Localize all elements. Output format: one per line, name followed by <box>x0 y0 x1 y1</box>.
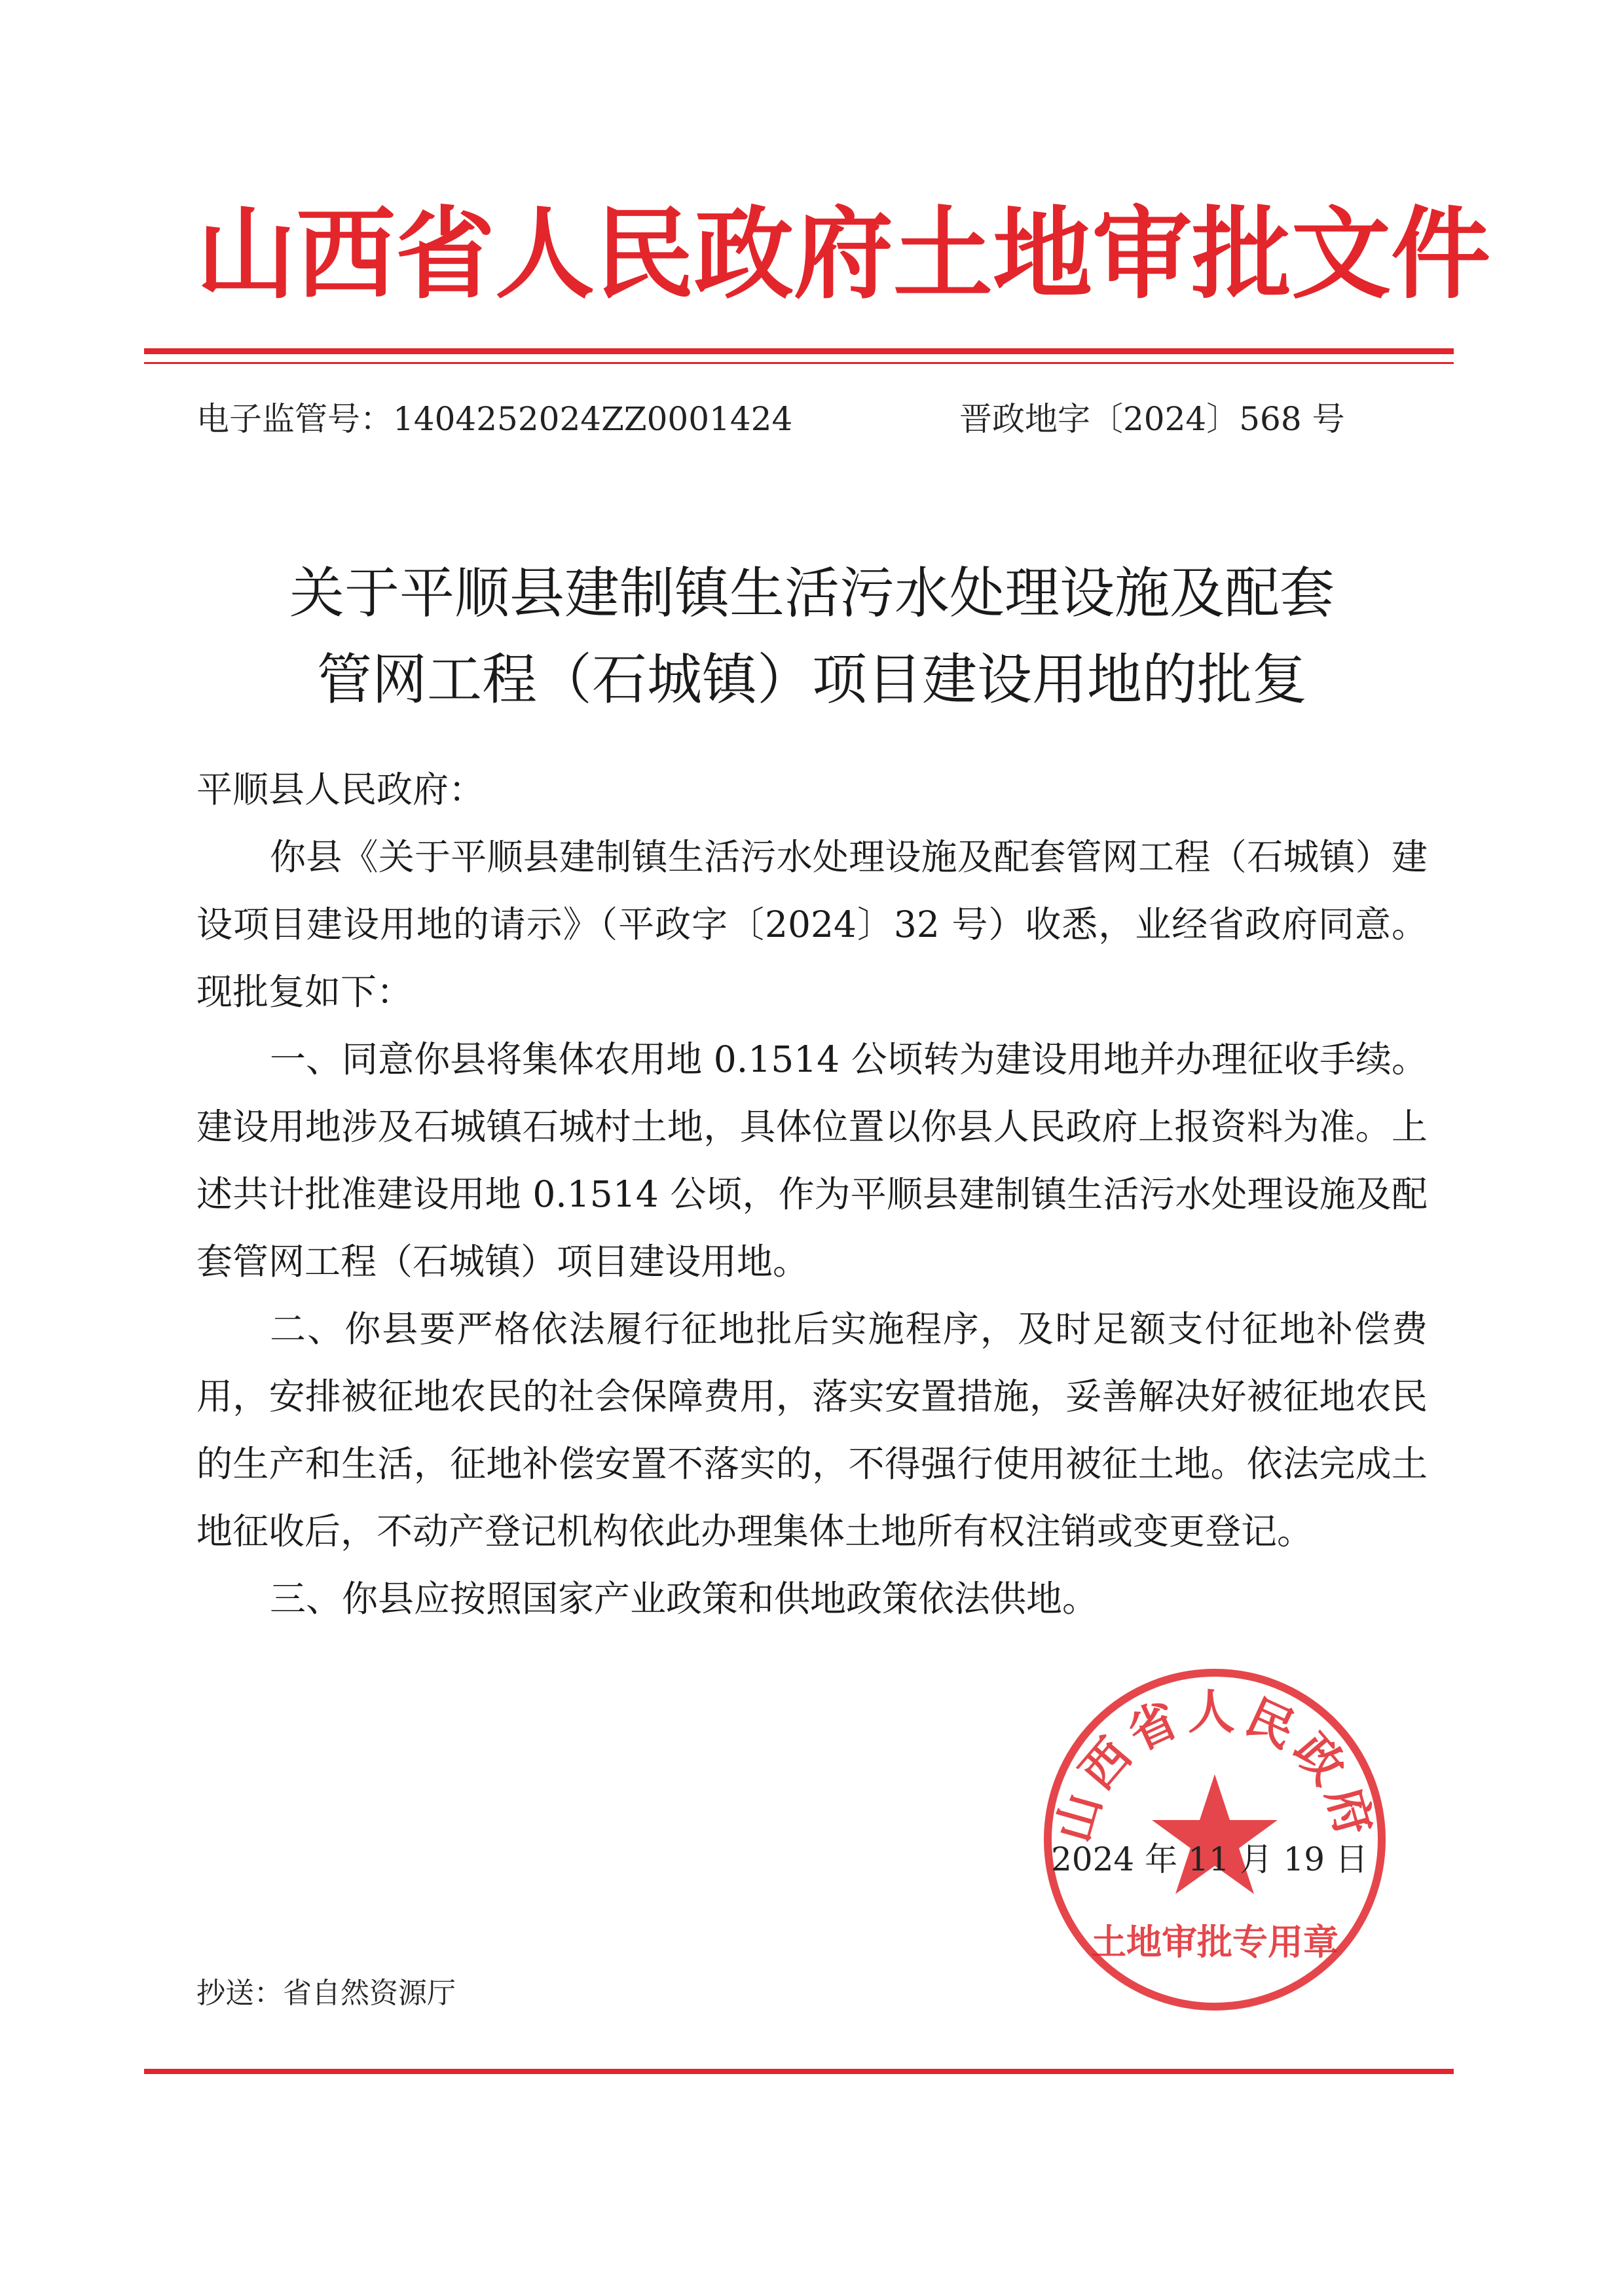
document-number: 晋政地字〔2024〕568 号 <box>959 400 1345 438</box>
paragraph-item-3: 三、你县应按照国家产业政策和供地政策依法供地。 <box>270 1578 1099 1620</box>
issue-date: 2024 年 11 月 19 日 <box>1051 1840 1368 1878</box>
supervision-number: 电子监管号：1404252024ZZ0001424 <box>196 400 793 438</box>
masthead-red-rule-thin <box>144 362 1454 364</box>
title-line-1: 关于平顺县建制镇生活污水处理设施及配套 <box>289 561 1335 625</box>
paragraph-item-2: 二、你县要严格依法履行征地批后实施程序，及时足额支付征地补偿费用，安排被征地农民的社会保障费用，落实安置措施，妥善解决好被征地农民的生产和生活，征地补偿安置不落实的，不得强行使用被征土地。依法完成土地征收后，不动产登记机构依此办理集体土地所有权注销或变更登记。 <box>196 1308 1428 1552</box>
title-line-2: 管网工程（石城镇）项目建设用地的批复 <box>316 647 1307 712</box>
paragraph-item-1: 一、同意你县将集体农用地 0.1514 公顷转为建设用地并办理征收手续。建设用地涉及石城镇石城村土地，具体位置以你县人民政府上报资料为准。上述共计批准建设用地 0.1514 公顷，作为平顺县建制镇生活污水处理设施及配套管网工程（石城镇）项目建设用地。 <box>196 1038 1428 1283</box>
seal-bottom-text: 土地审批专用章 <box>1091 1921 1338 1963</box>
document-body <box>196 756 1428 1633</box>
cc-recipients: 抄送：省自然资源厅 <box>196 1977 456 2010</box>
seal-top-text: 山西省人民政府 <box>1044 1684 1385 1848</box>
document-title <box>196 550 1428 723</box>
footer-red-rule <box>144 2069 1454 2074</box>
masthead-title: 山西省人民政府土地审批文件 <box>196 195 1490 312</box>
paragraph-intro: 你县《关于平顺县建制镇生活污水处理设施及配套管网工程（石城镇）建设项目建设用地的请示》（平政字〔2024〕32 号）收悉，业经省政府同意。现批复如下： <box>196 836 1428 1013</box>
masthead-red-rule <box>144 348 1454 354</box>
salutation: 平顺县人民政府： <box>196 769 485 811</box>
